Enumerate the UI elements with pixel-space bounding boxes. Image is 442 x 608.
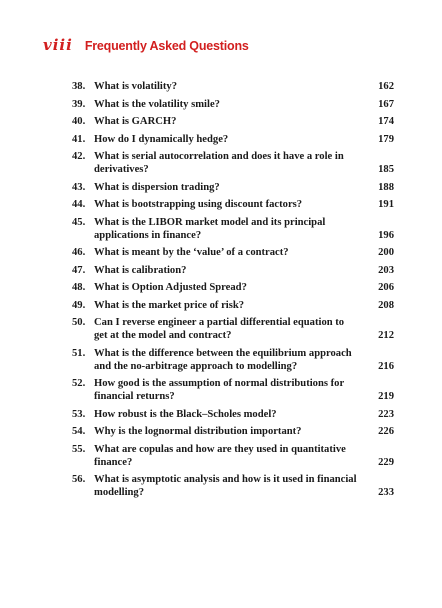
toc-number: 41. — [72, 133, 86, 145]
toc-page-number: 174 — [378, 116, 394, 127]
toc-page-number: 179 — [378, 133, 394, 145]
toc-number: 50. — [72, 317, 86, 328]
toc-question: What is asymptotic analysis and how is it used in financial modelling? — [94, 474, 357, 498]
toc-question: Why is the lognormal distribution important? — [94, 426, 302, 437]
toc-entry-46 — [72, 246, 394, 259]
toc-page-number: 219 — [378, 391, 394, 402]
toc-page-number: 223 — [378, 408, 394, 420]
toc-question: Can I reverse engineer a partial differential equation to get at the model and contract? — [94, 317, 345, 341]
toc-question: What is the market price of risk? — [94, 299, 245, 311]
toc-question: What is serial autocorrelation and does it have a role in derivatives? — [94, 151, 344, 175]
toc-number: 49. — [72, 299, 86, 311]
toc-page-number: 206 — [378, 282, 394, 293]
running-head: Frequently Asked Questions — [84, 39, 249, 53]
toc-page-number: 212 — [378, 330, 394, 341]
toc-question: What is dispersion trading? — [94, 181, 220, 193]
toc-page-number: 162 — [378, 81, 394, 92]
toc-number: 44. — [72, 199, 86, 210]
toc-number: 52. — [72, 378, 86, 389]
toc-question: How good is the assumption of normal distributions for financial returns? — [94, 378, 344, 402]
toc-entry-55 — [72, 443, 394, 469]
toc-question: What are copulas and how are they used in quantitative finance? — [94, 443, 346, 468]
toc-entry-42 — [72, 150, 394, 176]
toc-entry-39 — [72, 98, 394, 111]
toc-number: 38. — [72, 81, 86, 92]
toc-number: 42. — [72, 151, 86, 162]
toc-page-number: 233 — [378, 487, 394, 498]
toc-page-number: 226 — [378, 426, 394, 437]
toc-page-number: 167 — [378, 98, 394, 110]
toc-entry-40 — [72, 115, 394, 128]
toc-entry-49 — [72, 299, 394, 312]
toc-entry-47 — [72, 264, 394, 277]
toc-entry-48 — [72, 281, 394, 294]
toc-entry-52 — [72, 377, 394, 403]
toc-entry-54 — [72, 425, 394, 438]
toc-page-number: 191 — [378, 199, 394, 210]
toc-question: What is GARCH? — [94, 116, 177, 127]
toc-entry-51 — [72, 347, 394, 373]
toc-number: 53. — [72, 408, 86, 420]
toc-number: 54. — [72, 426, 86, 437]
toc-page-number: 208 — [378, 299, 394, 311]
toc-page-number: 188 — [378, 181, 394, 193]
toc-number: 45. — [72, 216, 86, 228]
toc-number: 39. — [72, 98, 86, 110]
toc-question: What is Option Adjusted Spread? — [94, 282, 247, 293]
toc-entry-56 — [72, 473, 394, 499]
toc-entry-41 — [72, 133, 394, 146]
toc-number: 51. — [72, 347, 86, 359]
toc-page-number: 196 — [378, 229, 394, 241]
page-header — [43, 36, 249, 54]
toc-page-number: 203 — [378, 264, 394, 276]
toc-entry-44 — [72, 198, 394, 211]
toc-question: What is meant by the ‘value’ of a contract? — [94, 247, 289, 258]
page-folio: viii — [43, 36, 73, 54]
toc-page-number: 185 — [378, 164, 394, 175]
toc-number: 56. — [72, 474, 86, 485]
toc-entry-43 — [72, 181, 394, 194]
table-of-contents — [72, 80, 394, 504]
toc-number: 46. — [72, 247, 86, 258]
toc-number: 55. — [72, 443, 86, 455]
toc-number: 48. — [72, 282, 86, 293]
toc-entry-53 — [72, 408, 394, 421]
toc-number: 40. — [72, 116, 86, 127]
toc-question: What is bootstrapping using discount factors? — [94, 199, 303, 210]
toc-entry-38 — [72, 80, 394, 93]
toc-question: How robust is the Black–Scholes model? — [94, 408, 277, 420]
toc-entry-45 — [72, 216, 394, 242]
toc-question: What is calibration? — [94, 264, 187, 276]
toc-page-number: 229 — [378, 456, 394, 468]
toc-question: What is volatility? — [94, 81, 177, 92]
toc-page-number: 216 — [378, 360, 394, 372]
toc-number: 47. — [72, 264, 86, 276]
toc-question: What is the volatility smile? — [94, 98, 220, 110]
toc-entry-50 — [72, 316, 394, 342]
toc-question: What is the difference between the equilibrium approach and the no-arbitrage approach to modelling? — [94, 347, 352, 372]
toc-number: 43. — [72, 181, 86, 193]
toc-page-number: 200 — [378, 247, 394, 258]
toc-question: What is the LIBOR market model and its principal applications in finance? — [94, 216, 326, 241]
toc-question: How do I dynamically hedge? — [94, 133, 229, 145]
